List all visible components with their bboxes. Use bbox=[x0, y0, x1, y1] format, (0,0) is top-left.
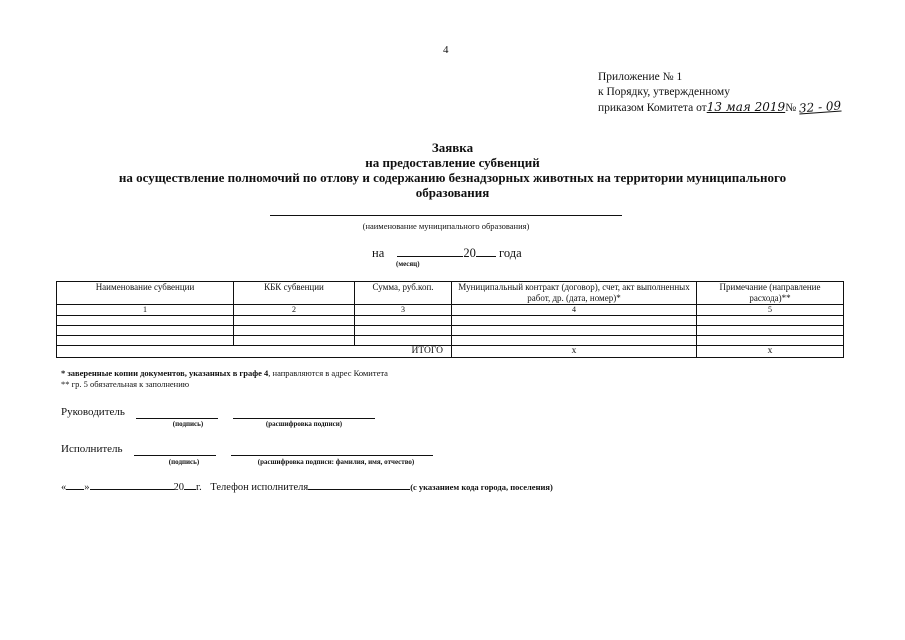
executor-signature-line bbox=[134, 455, 216, 456]
table-total-row bbox=[57, 346, 844, 358]
date-phone-row bbox=[61, 479, 553, 493]
table-cell bbox=[355, 326, 452, 336]
footnote-1 bbox=[61, 368, 388, 379]
head-signature-line bbox=[136, 418, 218, 419]
table-cell bbox=[452, 336, 697, 346]
month-blank bbox=[397, 244, 463, 257]
head-signature-caption: (подпись) bbox=[172, 420, 204, 428]
head-label: Руководитель bbox=[61, 406, 125, 418]
footnote-1-bold: заверенные копии документов, указанных в графе 4 bbox=[67, 368, 269, 378]
column-number: 2 bbox=[234, 305, 355, 316]
table-cell bbox=[355, 316, 452, 326]
head-name-caption: (расшифровка подписи) bbox=[265, 420, 343, 428]
table-cell bbox=[234, 336, 355, 346]
phone-label: Телефон исполнителя bbox=[210, 482, 309, 493]
footnotes bbox=[61, 368, 388, 390]
date-open-quote: « bbox=[61, 482, 67, 493]
date-close-quote: » bbox=[84, 482, 90, 493]
period-suffix: года bbox=[499, 246, 522, 260]
header-kbk: КБК субвенции bbox=[234, 282, 355, 305]
footnote-2: ** гр. 5 обязательная к заполнению bbox=[61, 379, 190, 389]
table-row bbox=[57, 336, 844, 346]
period-row bbox=[372, 244, 522, 261]
executor-name-line bbox=[231, 455, 433, 456]
header-note: Примечание (направление расхода)** bbox=[697, 282, 844, 305]
header-contract: Муниципальный контракт (договор), счет, акт выполненных работ, др. (дата, номер)* bbox=[452, 282, 697, 305]
appendix-line-1: Приложение № 1 bbox=[598, 71, 683, 83]
municipality-name-line bbox=[270, 215, 622, 216]
column-number: 1 bbox=[57, 305, 234, 316]
table-cell bbox=[697, 336, 844, 346]
table-row bbox=[57, 316, 844, 326]
total-label: ИТОГО bbox=[57, 346, 452, 358]
title-line-1: Заявка bbox=[431, 140, 474, 155]
period-prefix: на bbox=[372, 246, 385, 260]
period-year-prefix: 20 bbox=[463, 246, 476, 260]
phone-hint: (с указанием кода города, поселения) bbox=[410, 482, 553, 492]
month-name-blank bbox=[90, 479, 174, 490]
table-cell bbox=[234, 316, 355, 326]
day-blank bbox=[66, 479, 84, 490]
title-line-3: на осуществление полномочий по отлову и содержанию безнадзорных животных на территории муниципального bbox=[118, 170, 787, 185]
table-cell bbox=[234, 326, 355, 336]
header-subvention-name: Наименование субвенции bbox=[57, 282, 234, 305]
table-cell bbox=[57, 326, 234, 336]
table-cell bbox=[697, 316, 844, 326]
table-cell bbox=[57, 336, 234, 346]
executor-name-caption: (расшифровка подписи: фамилия, имя, отчество) bbox=[257, 458, 415, 466]
municipality-name-caption: (наименование муниципального образования) bbox=[362, 221, 530, 231]
appendix-line-3 bbox=[598, 100, 841, 116]
title-line-4: образования bbox=[415, 185, 490, 200]
total-note-cell: х bbox=[697, 346, 844, 358]
footnote-1-rest: , направляются в адрес Комитета bbox=[268, 368, 388, 378]
table-number-row bbox=[57, 305, 844, 316]
column-number: 3 bbox=[355, 305, 452, 316]
number-sign: № bbox=[785, 102, 797, 114]
table-cell bbox=[355, 336, 452, 346]
appendix-block bbox=[598, 70, 841, 116]
date-year-prefix: 20 bbox=[173, 482, 184, 493]
head-name-line bbox=[233, 418, 375, 419]
year-blank bbox=[476, 244, 496, 257]
table-cell bbox=[57, 316, 234, 326]
year-blank-2 bbox=[184, 479, 196, 490]
executor-label: Исполнитель bbox=[61, 443, 123, 455]
handwritten-order-number: 32 - 09 bbox=[798, 98, 842, 116]
month-caption: (месяц) bbox=[396, 260, 420, 268]
document-title bbox=[40, 140, 865, 200]
page-number: 4 bbox=[443, 44, 449, 56]
executor-signature-caption: (подпись) bbox=[168, 458, 200, 466]
footnote-1-star: * bbox=[61, 368, 66, 378]
title-line-2: на предоставление субвенций bbox=[365, 155, 540, 170]
appendix-line-2: к Порядку, утвержденному bbox=[598, 86, 730, 98]
header-sum: Сумма, руб.коп. bbox=[355, 282, 452, 305]
phone-blank bbox=[308, 479, 410, 490]
total-contract-cell: х bbox=[452, 346, 697, 358]
table-header-row bbox=[57, 282, 844, 305]
table-cell bbox=[697, 326, 844, 336]
subvention-table bbox=[56, 281, 844, 358]
column-number: 5 bbox=[697, 305, 844, 316]
column-number: 4 bbox=[452, 305, 697, 316]
table-cell bbox=[452, 326, 697, 336]
table-cell bbox=[452, 316, 697, 326]
appendix-order-prefix: приказом Комитета от bbox=[598, 102, 707, 114]
handwritten-date: 13 мая 2019 bbox=[706, 100, 786, 114]
table-row bbox=[57, 326, 844, 336]
date-year-suffix: г. bbox=[196, 482, 202, 493]
